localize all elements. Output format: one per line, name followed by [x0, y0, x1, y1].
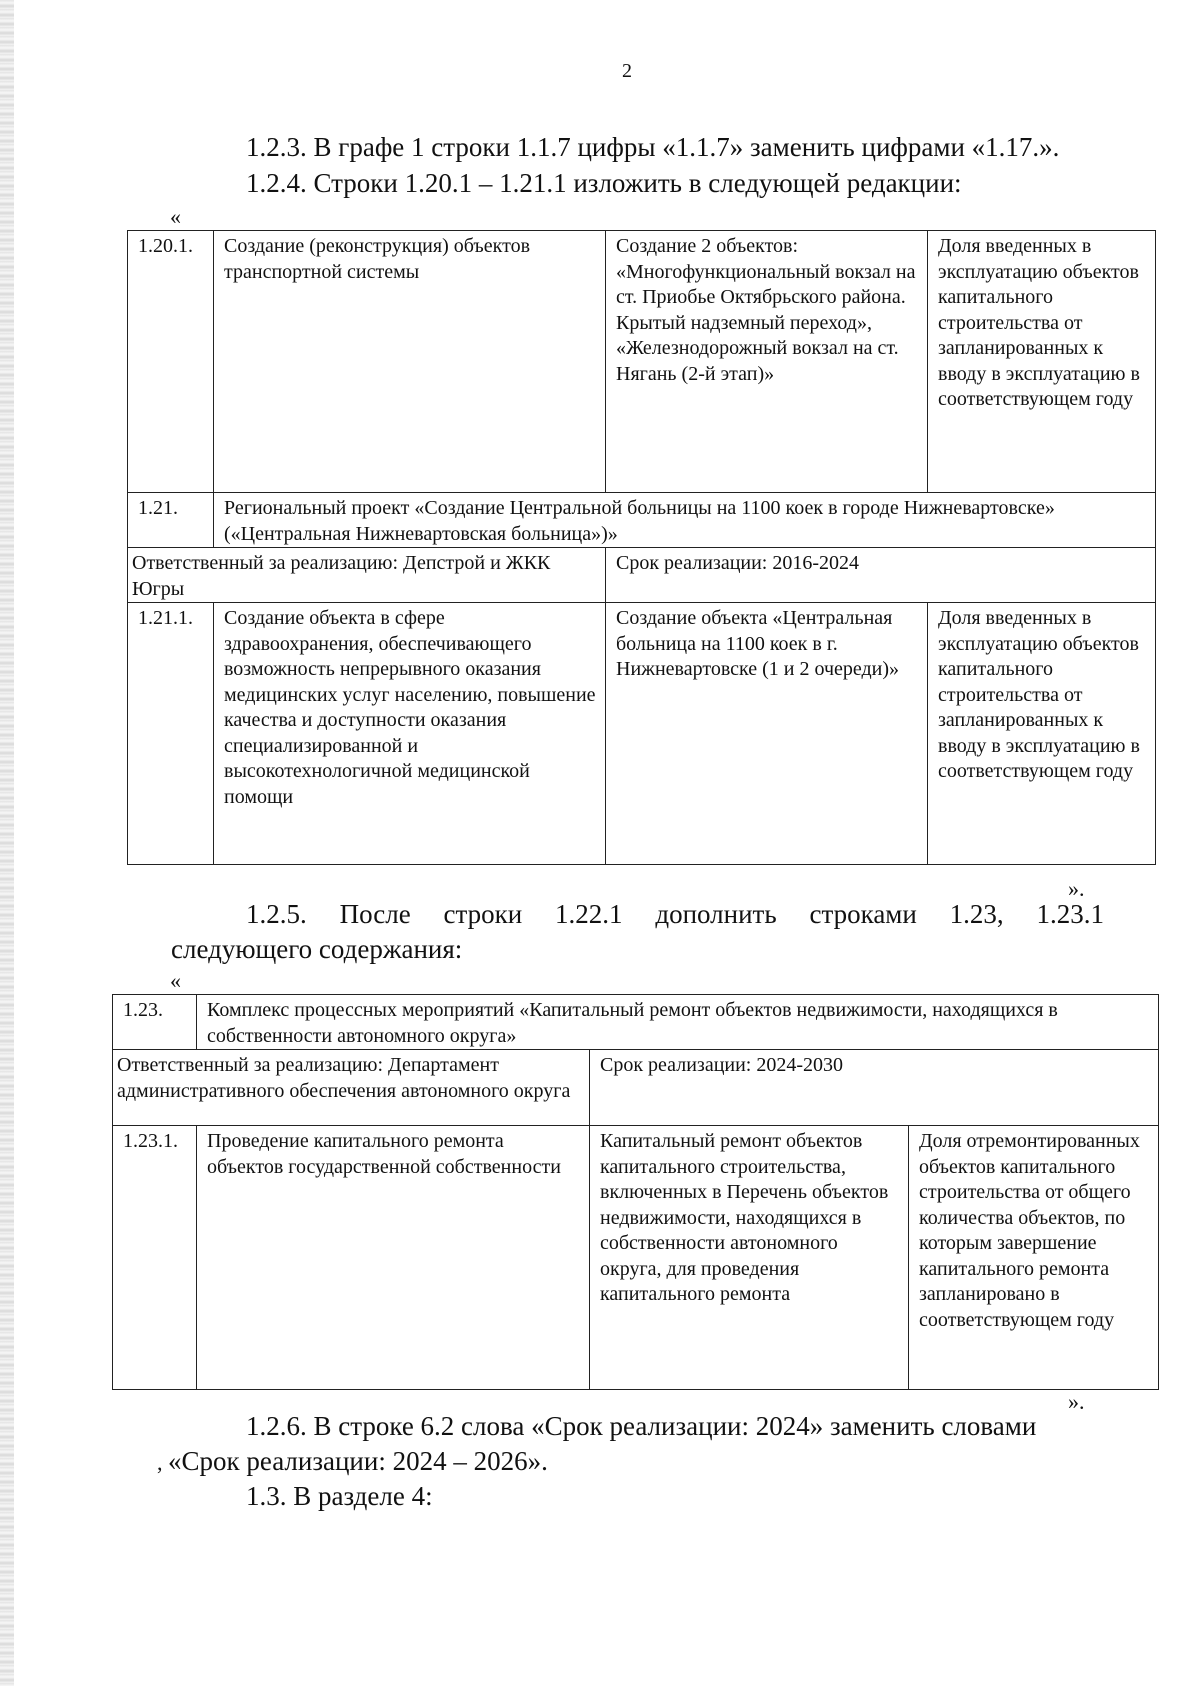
activity-name-cell: Проведение капитального ремонта объектов государственной собственности — [197, 1126, 590, 1390]
paragraph-1-2-6: 1.2.6. В строке 6.2 слова «Срок реализации: 2024» заменить словами — [246, 1411, 1037, 1441]
indicator-cell: Доля отремонтированных объектов капитального строительства от общего количества объектов, по которым завершение капитального ремонта запланировано в соответствующем году — [909, 1126, 1159, 1390]
activity-result-cell: Капитальный ремонт объектов капитального строительства, включенных в Перечень объектов недвижимости, находящихся в собственности автономного округа, для проведения капитального ремонта — [590, 1126, 909, 1390]
indicator-cell: Доля введенных в эксплуатацию объектов капитального строительства от запланированных к вводу в эксплуатацию в соответствующем году — [928, 231, 1156, 493]
table-row-1-23-responsible — [113, 1050, 1159, 1126]
regional-project-cell: Региональный проект «Создание Центральной больницы на 1100 коек в городе Нижневартовске» («Центральная Нижневартовская больница»)» — [214, 493, 1156, 548]
term-cell: Срок реализации: 2024-2030 — [590, 1050, 1159, 1126]
responsible-cell: Ответственный за реализацию: Департамент административного обеспечения автономного округа — [113, 1050, 590, 1126]
opening-quote-mark: « — [170, 968, 181, 993]
table-rows-1-20-1-21 — [127, 230, 1156, 865]
stray-comma-mark: , — [157, 1450, 163, 1475]
table-row-1-20-1 — [128, 231, 1156, 493]
table-row-1-21-responsible — [128, 548, 1156, 603]
row-number-cell: 1.21.1. — [128, 603, 214, 865]
opening-quote-mark: « — [170, 204, 181, 229]
table-row-1-23 — [113, 995, 1159, 1050]
paragraph-1-2-5: 1.2.5. После строки 1.22.1 дополнить строками 1.23, 1.23.1 — [246, 899, 1104, 929]
paragraph-1-3: 1.3. В разделе 4: — [246, 1481, 433, 1511]
closing-quote-mark: ». — [1068, 876, 1085, 901]
activity-name-cell: Создание объекта в сфере здравоохранения, обеспечивающего возможность непрерывного оказания медицинских услуг населению, повышение качества и доступности оказания специализированной и высокотехнологичной медицинской помощи — [214, 603, 606, 865]
row-number-cell: 1.21. — [128, 493, 214, 548]
scan-edge-shadow — [0, 0, 14, 1686]
indicator-cell: Доля введенных в эксплуатацию объектов капитального строительства от запланированных к вводу в эксплуатацию в соответствующем году — [928, 603, 1156, 865]
process-complex-cell: Комплекс процессных мероприятий «Капитальный ремонт объектов недвижимости, находящихся в собственности автономного округа» — [197, 995, 1159, 1050]
page-number: 2 — [622, 60, 632, 82]
row-number-cell: 1.23. — [113, 995, 197, 1050]
responsible-cell: Ответственный за реализацию: Депстрой и ЖКК Югры — [128, 548, 606, 603]
table-row-1-21 — [128, 493, 1156, 548]
row-number-cell: 1.23.1. — [113, 1126, 197, 1390]
term-cell: Срок реализации: 2016-2024 — [606, 548, 1156, 603]
table-rows-1-23 — [112, 994, 1159, 1390]
closing-quote-mark: ». — [1068, 1389, 1085, 1414]
table-row-1-23-1 — [113, 1126, 1159, 1390]
activity-name-cell: Создание (реконструкция) объектов транспортной системы — [214, 231, 606, 493]
paragraph-1-2-3: 1.2.3. В графе 1 строки 1.1.7 цифры «1.1.7» заменить цифрами «1.17.». — [246, 132, 1060, 162]
table-row-1-21-1 — [128, 603, 1156, 865]
paragraph-1-2-4: 1.2.4. Строки 1.20.1 – 1.21.1 изложить в следующей редакции: — [246, 168, 962, 198]
activity-result-cell: Создание объекта «Центральная больница на 1100 коек в г. Нижневартовске (1 и 2 очереди)» — [606, 603, 928, 865]
row-number-cell: 1.20.1. — [128, 231, 214, 493]
activity-result-cell: Создание 2 объектов: «Многофункциональный вокзал на ст. Приобье Октябрьского района. Крытый надземный переход», «Железнодорожный вокзал на ст. Нягань (2-й этап)» — [606, 231, 928, 493]
paragraph-1-2-5-continuation: следующего содержания: — [171, 934, 463, 964]
paragraph-1-2-6-continuation: «Срок реализации: 2024 – 2026». — [168, 1446, 548, 1476]
